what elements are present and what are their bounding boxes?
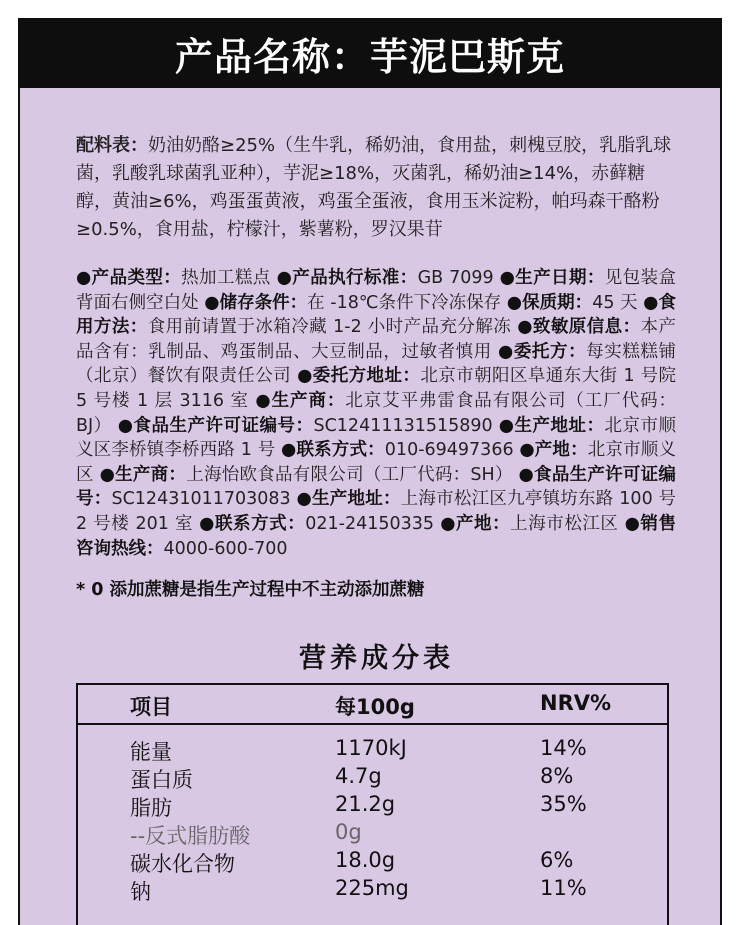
ingredients-block — [76, 132, 676, 244]
nutrition-title: 营养成分表 — [299, 643, 454, 674]
row-nrv: 8% — [540, 764, 574, 788]
info-label: ●产地： — [519, 440, 588, 461]
info-label: ●食品生产许可证编号： — [117, 415, 314, 436]
product-name-header — [18, 18, 722, 88]
nutrition-table — [76, 683, 669, 925]
nutrition-row — [78, 848, 667, 876]
row-per100g: 1170kJ — [335, 736, 407, 760]
info-value: 北京市顺义区 — [76, 440, 676, 485]
row-item: 能量 — [130, 740, 172, 764]
info-value: 010-69497366 — [384, 440, 514, 461]
info-value: 上海市松江区 — [510, 513, 619, 534]
nutrition-row — [78, 820, 667, 848]
info-value: 本产品含有：乳制品、鸡蛋制品、大豆制品，过敏者慎用 — [76, 317, 676, 362]
info-label: ●销售咨询热线： — [76, 513, 676, 559]
info-label: ●储存条件： — [204, 292, 308, 313]
info-label: ●生产商： — [99, 464, 187, 485]
info-value: 在 -18℃条件下冷冻保存 — [307, 292, 502, 313]
row-per100g: 225mg — [335, 876, 409, 900]
row-nrv: 14% — [540, 736, 587, 760]
nutrition-row — [78, 876, 667, 904]
header-per100g: 每100g — [335, 695, 415, 719]
info-value: GB 7099 — [417, 268, 494, 288]
row-item: 碳水化合物 — [130, 852, 235, 876]
info-label: ●生产地址： — [296, 489, 401, 510]
info-label: ●致敏原信息： — [517, 317, 641, 338]
info-value: 每实糕糕铺（北京）餐饮有限责任公司 — [76, 341, 676, 387]
info-value: SC12411131515890 — [313, 415, 493, 436]
info-label: ●生产日期： — [499, 268, 605, 288]
info-value: 食用前请置于冰箱冷藏 1-2 小时产品充分解冻 — [147, 317, 512, 338]
row-nrv: 11% — [540, 876, 587, 900]
row-nrv: 6% — [540, 848, 574, 872]
info-label: ●生产地址： — [498, 415, 605, 436]
nutrition-row — [78, 764, 667, 792]
info-label: ●委托方： — [498, 341, 587, 362]
row-per100g: 18.0g — [335, 848, 396, 872]
product-name: 产品名称：芋泥巴斯克 — [174, 34, 565, 79]
info-value: 见包装盒背面右侧空白处 — [76, 268, 676, 313]
info-value: 北京市朝阳区阜通东大街 1 号院 5 号楼 1 层 3116 室 — [76, 366, 676, 411]
info-value: 北京市顺义区李桥镇李桥西路 1 号 — [76, 415, 676, 461]
info-value: 021-24150335 — [305, 513, 435, 534]
row-per100g: 21.2g — [335, 792, 396, 816]
info-label: ●生产商： — [255, 390, 346, 411]
info-value: 热加工糕点 — [181, 268, 271, 288]
info-label: ●联系方式： — [199, 513, 306, 534]
nutrition-row — [78, 792, 667, 820]
row-item: --反式脂肪酸 — [130, 824, 251, 848]
nutrition-row — [78, 736, 667, 764]
info-value: 4000-600-700 — [163, 538, 288, 559]
row-nrv: 35% — [540, 792, 587, 816]
header-item: 项目 — [130, 695, 172, 719]
product-info-block — [76, 266, 676, 561]
info-label: ●委托方地址： — [297, 366, 421, 387]
info-label: ●产品类型： — [76, 268, 182, 288]
info-value: 45 天 — [592, 292, 638, 313]
info-label: ●联系方式： — [281, 440, 385, 461]
row-per100g: 0g — [335, 820, 362, 844]
ingredients-text: 奶油奶酪≥25%（生牛乳，稀奶油，食用盐，刺槐豆胶，乳脂乳球菌，乳酸乳球菌乳亚种），芋泥≥18%，灭菌乳，稀奶油≥14%，赤藓糖醇，黄油≥6%，鸡蛋蛋黄液，鸡蛋全蛋液，食用玉米淀粉，帕玛森干酪粉≥0.5%，食用盐，柠檬汁，紫薯粉，罗汉果苷 — [76, 135, 672, 240]
info-value: 上海怡欧食品有限公司（工厂代码：SH） — [186, 464, 513, 485]
info-label: ●食用方法： — [76, 292, 676, 338]
info-label: ●产品执行标准： — [276, 268, 418, 288]
info-label: ●保质期： — [506, 292, 593, 313]
info-value: SC12431011703083 — [111, 489, 291, 510]
info-label: ●食品生产许可证编号： — [76, 464, 676, 510]
row-item: 蛋白质 — [130, 768, 193, 792]
sugar-note: * 0 添加蔗糖是指生产过程中不主动添加蔗糖 — [76, 580, 425, 600]
row-item: 脂肪 — [130, 796, 172, 820]
info-label: ●产地： — [440, 513, 511, 534]
header-nrv: NRV% — [540, 691, 612, 715]
row-per100g: 4.7g — [335, 764, 382, 788]
nutrition-header-row — [78, 685, 667, 725]
info-value: 上海市松江区九亭镇坊东路 100 号 2 号楼 201 室 — [76, 489, 676, 534]
ingredients-label: 配料表： — [76, 135, 148, 156]
info-value: 北京艾平弗雷食品有限公司（工厂代码：BJ） — [76, 390, 676, 436]
row-item: 钠 — [130, 880, 151, 904]
